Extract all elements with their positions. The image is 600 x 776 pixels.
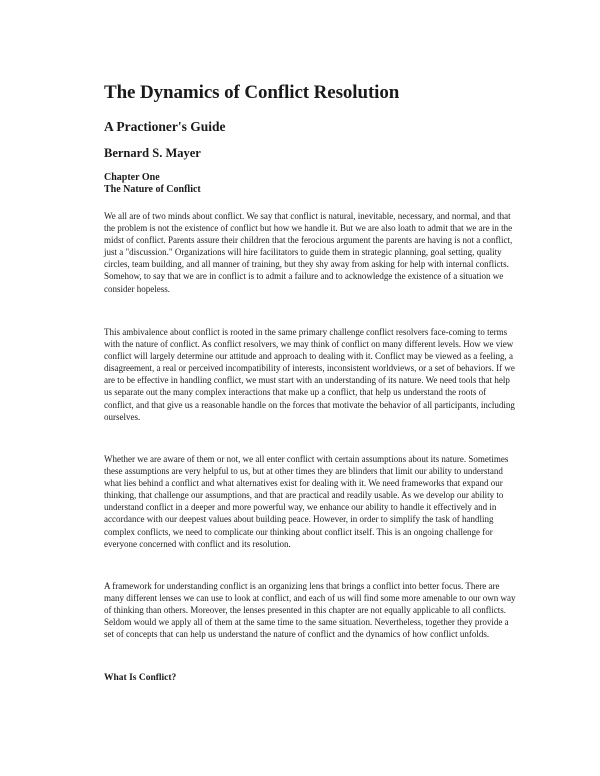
- book-subtitle: A Practioner's Guide: [104, 119, 226, 134]
- chapter-title: The Nature of Conflict: [104, 184, 201, 195]
- book-author: Bernard S. Mayer: [104, 146, 201, 160]
- chapter-label: Chapter One: [104, 172, 160, 183]
- paragraph: Whether we are aware of them or not, we all enter conflict with certain assumptions about its nature. Sometimes these assumptions are very helpful to us, but at other times they are blinders that limit our ability to understand what lies behind a conflict and what alternatives exist for dealing with it. We need frameworks that expand our thinking, that challenge our assumptions, and that are practical and readily usable. As we develop our ability to understand conflict in a deeper and more powerful way, we enhance our ability to handle it effectively and in accordance with our deepest values about building peace. However, in order to simplify the task of handling complex conflicts, we need to complicate our thinking about conflict itself. This is an ongoing challenge for everyone concerned with conflict and its resolution.: [104, 454, 509, 549]
- book-title: The Dynamics of Conflict Resolution: [104, 82, 400, 103]
- paragraph: A framework for understanding conflict is an organizing lens that brings a conflict into better focus. There are many different lenses we can use to look at conflict, and each of us will find some more amenable to our own way of thinking than others. Moreover, the lenses presented in this chapter are not equally applicable to all conflicts. Seldom would we apply all of them at the same time to the same situation. Nevertheless, together they provide a set of concepts that can help us understand the nature of conflict and the dynamics of how conflict unfolds.: [104, 581, 516, 640]
- section-heading: What Is Conflict?: [104, 673, 177, 683]
- paragraph: We all are of two minds about conflict. We say that conflict is natural, inevitable, necessary, and normal, and that the problem is not the existence of conflict but how we handle it. But we are also loath to admit that we are in the midst of conflict. Parents assure their children that the ferocious argument the parents are having is not a conflict, just a "discussion." Organizations will hire facilitators to guide them in strategic planning, goal setting, quality circles, team building, and all manner of training, but they shy away from asking for help with internal conflicts. Somehow, to say that we are in conflict is to admit a failure and to acknowledge the existence of a situation we consider hopeless.: [104, 211, 513, 294]
- paragraph: This ambivalence about conflict is rooted in the same primary challenge conflict resolvers face-coming to terms with the nature of conflict. As conflict resolvers, we may think of conflict on many different levels. How we view conflict will largely determine our attitude and approach to dealing with it. Conflict may be viewed as a feeling, a disagreement, a real or perceived incompatibility of interests, inconsistent worldviews, or a set of behaviors. If we are to be effective in handling conflict, we must start with an understanding of its nature. We need tools that help us separate out the many complex interactions that make up a conflict, that help us understand the roots of conflict, and that give us a reasonable handle on the forces that motivate the behavior of all participants, including ourselves.: [104, 327, 515, 422]
